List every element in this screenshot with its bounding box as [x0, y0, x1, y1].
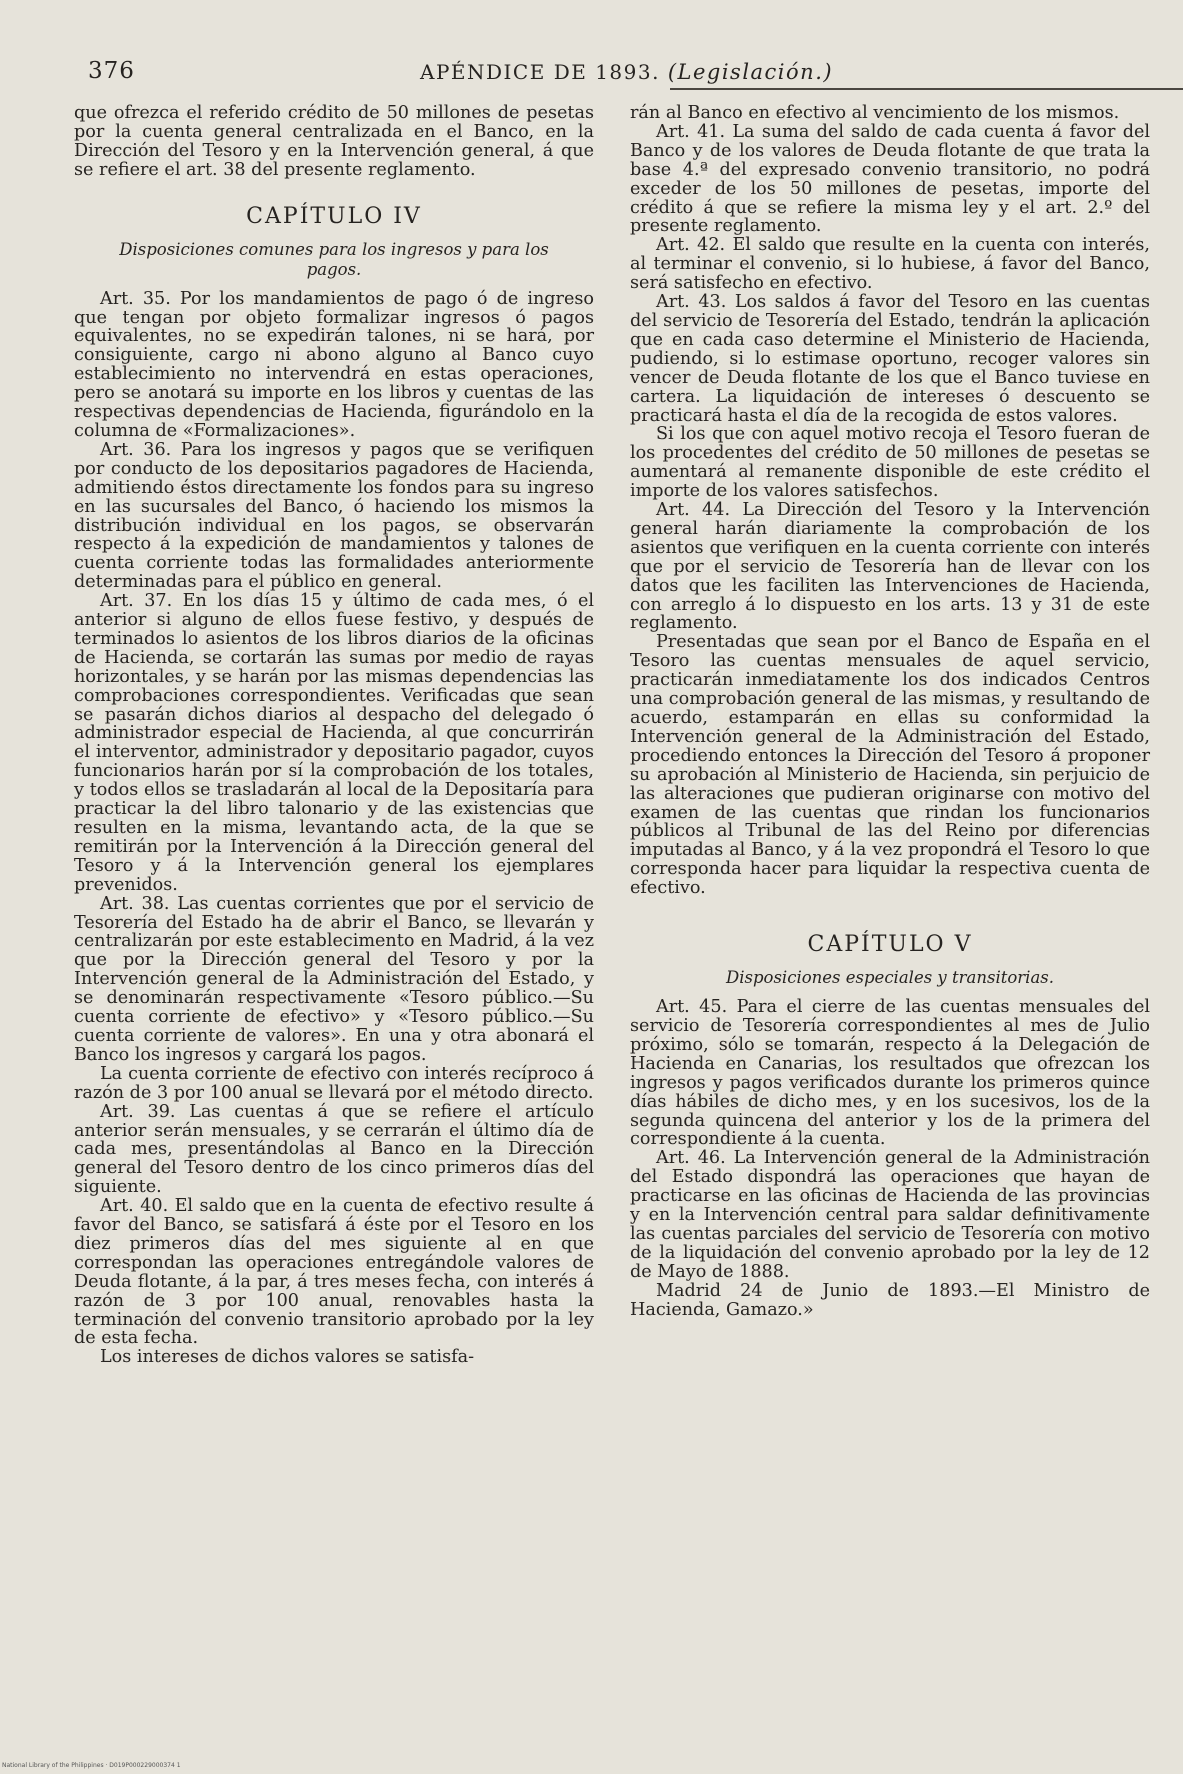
paragraph-si-los-que: Si los que con aquel motivo recoja el Tesoro fueran de los procedentes del crédito de 50 millones de pesetas se aumentará al remanente disponible de este crédito el importe de los valores satisfechos. [630, 424, 1150, 502]
article-42: Art. 42. El saldo que resulte en la cuenta con interés, al terminar el convenio, si lo hubiese, á favor del Banco, será satisfecho en efectivo. [630, 235, 1150, 294]
article-37: Art. 37. En los días 15 y último de cada mes, ó el anterior si alguno de ellos fuese festivo, y después de terminados lo asientos de los libros diarios de la oficinas de Hacienda, se cortarán las sumas por medio de rayas horizontales, y se harán por las mismas dependencias las comprobaciones correspondientes. Verificadas que sean se pasarán dichos diarios al despacho del delegado ó administrador especial de Hacienda, al que concurrirán el interventor, administrador y depositario pagador, cuyos funcionarios harán por sí la comprobación de los totales, y todos ellos se trasladarán al local de la Depositaría para practicar la del libro talonario y de las existencias que resulten en la misma, levantando acta, de la que se remitirán por la Intervención á la Dirección general del Tesoro y á la Intervención general los ejemplares prevenidos. [74, 591, 594, 895]
article-46: Art. 46. La Intervención general de la Administración del Estado dispondrá las operaciones que hayan de practicarse en las oficinas de Hacienda de las provincias y en la Intervención central para saldar definitivamente las cuentas parciales del servicio de Tesorería con motivo de la liquidación del convenio aprobado por la ley de 12 de Mayo de 1888. [630, 1148, 1150, 1282]
signature-line: Madrid 24 de Junio de 1893.—El Ministro de Hacienda, Gamazo.» [630, 1280, 1150, 1320]
running-head-section: (Legislación.) [667, 60, 834, 84]
paragraph-opening: que ofrezca el referido crédito de 50 millones de pesetas por la cuenta general centralizada en el Banco, en la Dirección del Tesoro y en la Intervención general, á que se refiere el art. 38 del presente reglamento. [74, 103, 594, 180]
paragraph-intereses: Los intereses de dichos valores se satisfa- [100, 1347, 475, 1368]
article-35: Art. 35. Por los mandamientos de pago ó de ingreso que tengan por objeto formalizar ingresos ó pagos equivalentes, no se expedirán talones, ni se hará, por consiguiente, cargo ni abono alguno al Banco cuyo establecimiento no intervendrá en estas operaciones, pero se anotará su importe en los libros y cuentas de las respectivas dependencias de Hacienda, figurándolo en la columna de «Formalizaciones». [74, 288, 594, 441]
page-number: 376 [88, 58, 135, 84]
left-column [74, 104, 594, 1367]
right-column [630, 104, 1150, 1319]
paragraph-cuenta-corriente: La cuenta corriente de efectivo con interés recíproco á razón de 3 por 100 anual se llevará por el método directo. [74, 1063, 594, 1103]
header-rule [670, 88, 1183, 90]
chapter-iv-subtitle: Disposiciones comunes para los ingresos y para los pagos. [119, 239, 549, 279]
article-36: Art. 36. Para los ingresos y pagos que se verifiquen por conducto de los depositarios pagadores de Hacienda, admitiendo éstos directamente los fondos para su ingreso en las sucursales del Banco, ó haciendo los mismos la distribución individual en los pagos, se observarán respecto á la expedición de mandamientos y talones de cuenta corriente todas las formalidades anteriormente determinadas para el público en general. [74, 439, 594, 593]
chapter-iv-title: CAPÍTULO IV [246, 203, 422, 229]
running-head-title: APÉNDICE DE 1893. [420, 60, 660, 84]
chapter-v-title: CAPÍTULO V [807, 932, 973, 958]
paragraph-continuation: rán al Banco en efectivo al vencimiento de los mismos. [630, 103, 1120, 123]
article-44: Art. 44. La Dirección del Tesoro y la Intervención general harán diariamente la comprobación de los asientos que verifiquen en la cuenta corriente con interés que por el servicio de Tesorería han de llevar con los datos que les faciliten las Intervenciones de Hacienda, con arreglo á lo dispuesto en los arts. 13 y 31 de este reglamento. [630, 500, 1150, 634]
article-45: Art. 45. Para el cierre de las cuentas mensuales del servicio de Tesorería correspondientes al mes de Julio próximo, sólo se tomarán, respecto á la Delegación de Hacienda en Canarias, los resultados que ofrezcan los ingresos y pagos verificados durante los primeros quince días hábiles de dicho mes, y en los sucesivos, los de la segunda quincena del anterior y los de la primera del correspondiente á la cuenta. [630, 997, 1150, 1150]
running-head [420, 60, 833, 84]
scan-credit: National Library of the Philippines · D019P000229000374 1 [2, 1762, 181, 1769]
page-header [70, 52, 1145, 92]
article-43: Art. 43. Los saldos á favor del Tesoro en las cuentas del servicio de Tesorería del Estado, tendrán la aplicación que en cada caso determine el Ministerio de Hacienda, pudiendo, si lo estimase oportuno, recoger valores sin vencer de Deuda flotante de los que el Banco tuviese en cartera. La liquidación de intereses ó descuento se practicará hasta el día de la recogida de estos valores. [630, 292, 1150, 426]
article-41: Art. 41. La suma del saldo de cada cuenta á favor del Banco y de los valores de Deuda flotante de que trata la base 4.ª del expresado convenio transitorio, no podrá exceder de los 50 millones de pesetas, importe del crédito á que se refiere la misma ley y el art. 2.º del presente reglamento. [630, 121, 1150, 237]
article-39: Art. 39. Las cuentas á que se refiere el artículo anterior serán mensuales, y se cerrarán el último día de cada mes, presentándolas al Banco en la Dirección general del Tesoro dentro de los cinco primeros días del siguiente. [74, 1101, 594, 1198]
paragraph-presentadas: Presentadas que sean por el Banco de España en el Tesoro las cuentas mensuales de aquel servicio, practicarán inmediatamente los dos indicados Centros una comprobación general de las mismas, y resultando de acuerdo, estamparán en ellas su conformidad la Intervención general de la Administración del Estado, procediendo entonces la Dirección del Tesoro á proponer su aprobación al Ministerio de Hacienda, sin perjuicio de las alteraciones que pudieran originarse con motivo del examen de las cuentas que rindan los funcionarios públicos al Tribunal de las del Reino por diferencias imputadas al Banco, y á la vez propondrá el Tesoro lo que corresponda hacer para liquidar la respectiva cuenta de efectivo. [630, 632, 1150, 899]
chapter-v-subtitle: Disposiciones especiales y transitorias. [725, 968, 1054, 988]
article-38: Art. 38. Las cuentas corrientes que por el servicio de Tesorería del Estado ha de abrir el Banco, se llevarán y centralizarán por este establecimento en Madrid, á la vez que por la Dirección general del Tesoro y por la Intervención general de la Administración del Estado, y se denominarán respectivamente «Tesoro público.—Su cuenta corriente de efectivo» y «Tesoro público.—Su cuenta corriente de valores». En una y otra abonará el Banco los ingresos y cargará los pagos. [74, 893, 594, 1065]
article-40: Art. 40. El saldo que en la cuenta de efectivo resulte á favor del Banco, se satisfará á éste por el Tesoro en los diez primeros días del mes siguiente al en que correspondan las operaciones entregándole valores de Deuda flotante, á la par, á tres meses fecha, con interés á razón de 3 por 100 anual, renovables hasta la terminación del convenio transitorio aprobado por la ley de esta fecha. [74, 1196, 594, 1349]
